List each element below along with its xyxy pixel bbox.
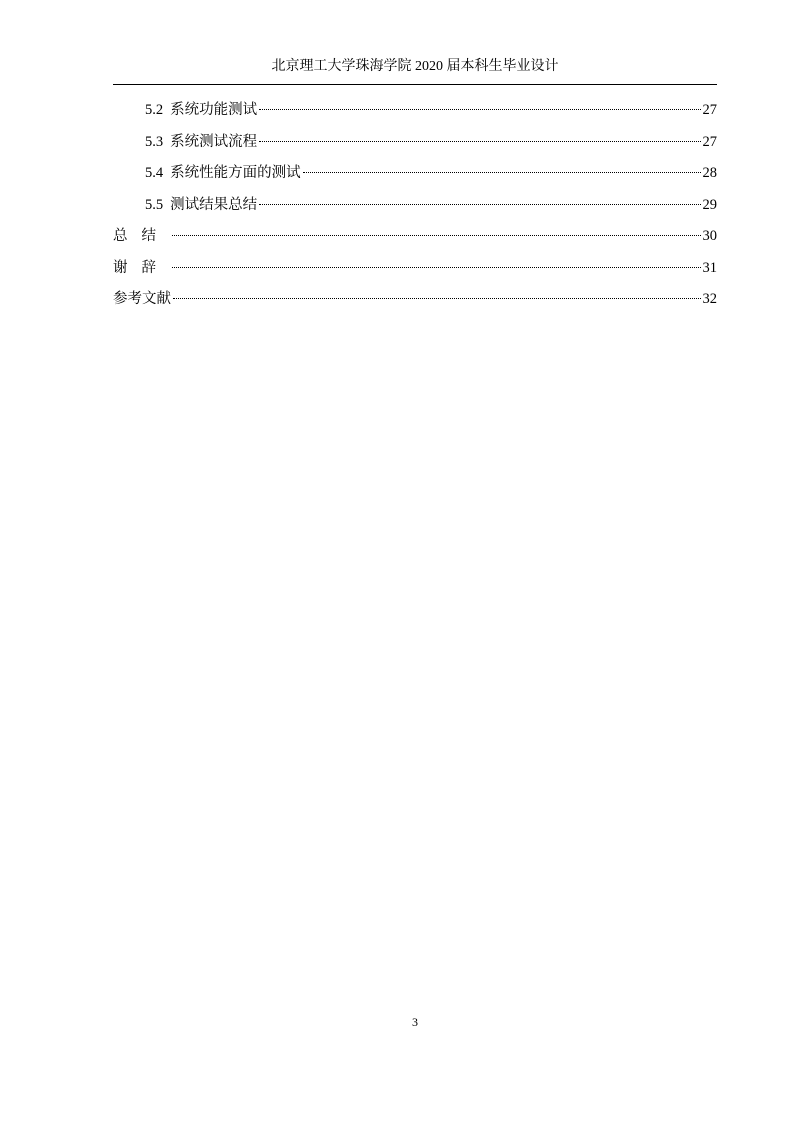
toc-entry-5-3[interactable] (113, 132, 717, 164)
toc-entry-number: 5.2 (145, 102, 164, 118)
toc-entry-title: 系统性能方面的测试 (170, 165, 301, 181)
toc-entry-page: 32 (702, 291, 717, 307)
toc-entry-page: 27 (702, 102, 717, 118)
toc-leader-dots (173, 298, 701, 299)
toc-entry-number: 5.3 (145, 133, 164, 150)
toc-entry-5-4[interactable] (113, 163, 717, 195)
toc-entry-number: 5.4 (145, 165, 164, 181)
toc-entry-page: 29 (702, 196, 717, 213)
toc-leader-dots (303, 172, 701, 173)
toc-entry-page: 28 (702, 165, 717, 181)
toc-entry-title: 谢辞 (113, 259, 170, 276)
toc-entry-title: 总结 (113, 228, 170, 244)
table-of-contents (113, 100, 717, 321)
toc-leader-dots (172, 267, 701, 268)
toc-entry-title: 系统功能测试 (170, 102, 258, 118)
toc-entry-references[interactable] (113, 289, 717, 321)
toc-entry-5-2[interactable] (113, 100, 717, 132)
toc-entry-page: 31 (702, 259, 717, 276)
page-header-title: 北京理工大学珠海学院 2020 届本科生毕业设计 (271, 59, 559, 74)
toc-entry-5-5[interactable] (113, 195, 717, 227)
page-number: 3 (412, 1015, 418, 1029)
header-divider (113, 84, 717, 85)
toc-entry-page: 27 (702, 133, 717, 150)
toc-entry-title: 测试结果总结 (170, 196, 258, 213)
toc-leader-dots (172, 235, 701, 236)
toc-leader-dots (259, 109, 700, 110)
toc-entry-title: 参考文献 (113, 291, 171, 307)
toc-entry-summary[interactable] (113, 226, 717, 258)
toc-entry-acknowledgements[interactable] (113, 258, 717, 290)
toc-entry-number: 5.5 (145, 196, 164, 213)
toc-leader-dots (259, 141, 700, 142)
toc-entry-page: 30 (702, 228, 717, 244)
toc-leader-dots (259, 204, 700, 205)
toc-entry-title: 系统测试流程 (170, 133, 258, 150)
